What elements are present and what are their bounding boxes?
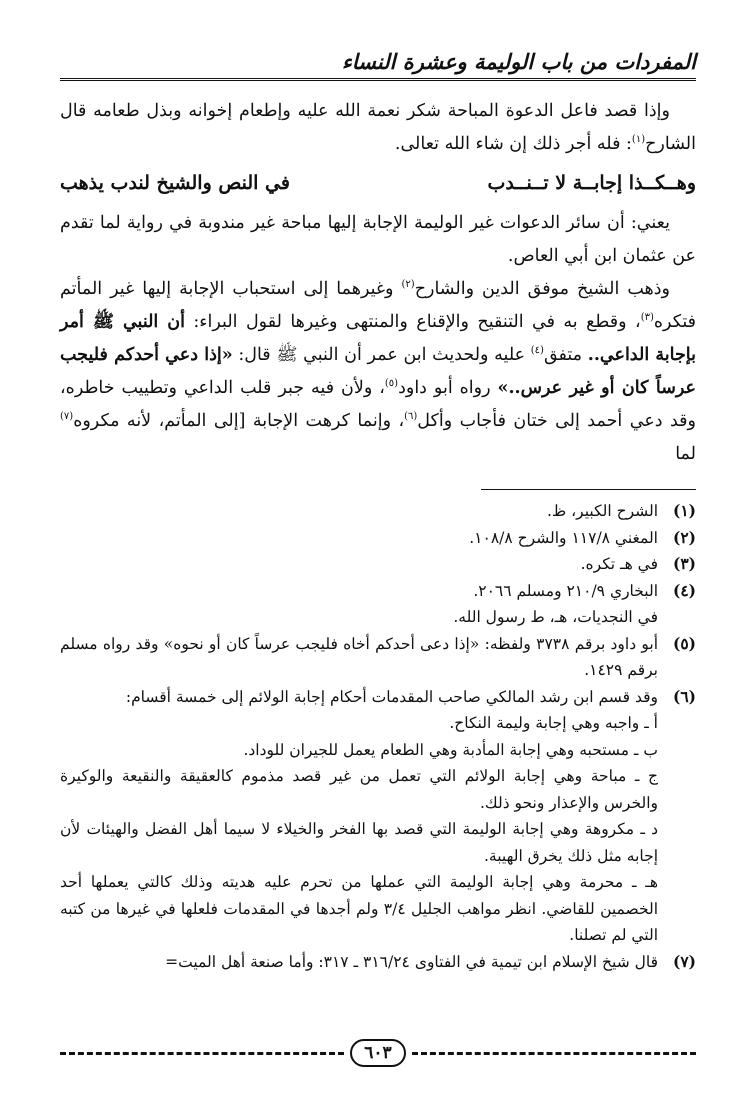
footnote-ref-3[interactable]: (٣) [640,312,654,324]
paragraph-2: يعني: أن سائر الدعوات غير الوليمة الإجابة إليها مباحة غير مندوبة في رواية لما تقدم عن عثمان ابن أبي العاص. [60,213,696,266]
book-page [60,30,696,1090]
footnote-item: (٣) في هـ تكره. [580,554,696,573]
footnote-item: (١) الشرح الكبير، ظ. [546,501,696,520]
footnote-subitem: أ ـ واجبه وهي إجابة وليمة النكاح. [449,714,658,732]
footnote-item: (٤) البخاري ٢١٠/٩ ومسلم ٢٠٦٦. [473,580,696,600]
paragraph-1: وإذا قصد فاعل الدعوة المباحة شكر نعمة الله عليه وإطعام إخوانه وبذل طعامه قال الشارح$^{(١)}$: فله أجر ذلك إن شاء الله تعالى. [60,101,696,154]
verse-second-hemistich: في النص والشيخ لندب يذهب [60,172,290,194]
footnote-item: (٥) أبو داود برقم ٣٧٣٨ ولفظه: «إذا دعى أحدكم أخاه فليجب عرساً كان أو نحوه» وقد رواه مسلم برقم ١٤٢٩. [60,633,696,679]
footnote-ref-2[interactable]: (٢) [401,279,415,291]
footnote-separator [481,489,696,490]
hadith-quote-2: «إذا دعي أحدكم فليجب عرساً كان أو غير عرس..» [60,345,696,398]
paragraph-3: وذهب الشيخ موفق الدين والشارح$^{(٢)}$ وغيرهما إلى استحباب الإجابة إليها غير المأتم فتكره$^{(٣)}$، وقطع به في التنقيح والإقناع والمنتهى وغيرها لقول البراء: أن النبي ﷺ أمر بإجابة الداعي.. متفق$^{(٤)}$ عليه ولحديث ابن عمر أن النبي ﷺ قال: «إذا دعي أحدكم فليجب عرساً كان أو غير عرس..» رواه أبو داود$^{(٥)}$، ولأن فيه جبر قلب الداعي وتطييب خاطره، وقد دعي أحمد إلى ختان فأجاب وأكل$^{(٦)}$، وإنما كرهت الإجابة [إلى المأتم، لأنه مكروه$^{(٧)}$ لما [60,279,697,464]
footer-rule [60,1052,344,1055]
footnote-ref-6[interactable]: (٦) [404,411,418,423]
footnotes [60,498,696,975]
footnote-item: (٦) وقد قسم ابن رشد المالكي صاحب المقدمات أحكام إجابة الولائم إلى خمسة أقسام: [125,686,696,706]
page-footer [60,1038,696,1068]
page-number: ٦٠٣ [350,1039,405,1067]
footnote-subitem: هـ ـ محرمة وهي إجابة الوليمة التي عملها من تحرم عليه هديته وذلك كالتي يعملها أحد الخصمين للقاضي. انظر مواهب الجليل ٣/٤ ولم أجدها في المقدمات فلعلها في غيرها من كتبه التي لم تصلنا. [60,873,658,944]
footnote-item: (٢) المغني ١١٧/٨ والشرح ١٠٨/٨. [469,527,696,547]
footnote-ref-4[interactable]: (٤) [530,345,544,357]
footnote-ref-5[interactable]: (٥) [384,378,399,390]
footnote-item: في النجديات، هـ، ط رسول الله. [453,608,658,626]
footnote-item: (٧) قال شيخ الإسلام ابن تيمية في الفتاوى ٣١٦/٢٤ ـ ٣١٧: وأما صنعة أهل الميت= [165,951,696,971]
running-header [60,30,696,74]
footnote-subitem: ج ـ مباحة وهي إجابة الولائم التي تعمل من غير قصد مذموم كالعقيقة والنقيعة والوكيرة والخرس والإعذار ونحو ذلك. [60,767,658,812]
main-text [60,95,696,471]
header-rule [60,78,696,81]
verse-first-hemistich: وهــكــذا إجابــة لا تــنــدب [487,172,696,194]
footnote-ref-7[interactable]: (٧) [60,411,74,423]
footnote-subitem: د ـ مكروهة وهي إجابة الوليمة التي قصد بها الفخر والخيلاء لا سيما أهل الفضل والهيئات لأن إجابه مثل ذلك يخرق الهيبة. [60,820,658,865]
footer-rule [412,1052,696,1055]
footnote-ref-1[interactable]: (١) [631,134,646,146]
hadith-quote-1: أن النبي ﷺ أمر بإجابة الداعي.. [60,312,697,365]
footnote-subitem: ب ـ مستحبه وهي إجابة المأدبة وهي الطعام يعمل للجيران للوداد. [243,740,658,759]
header-title: المفردات من باب الوليمة وعشرة النساء [341,49,696,74]
poem-verse [60,165,696,201]
